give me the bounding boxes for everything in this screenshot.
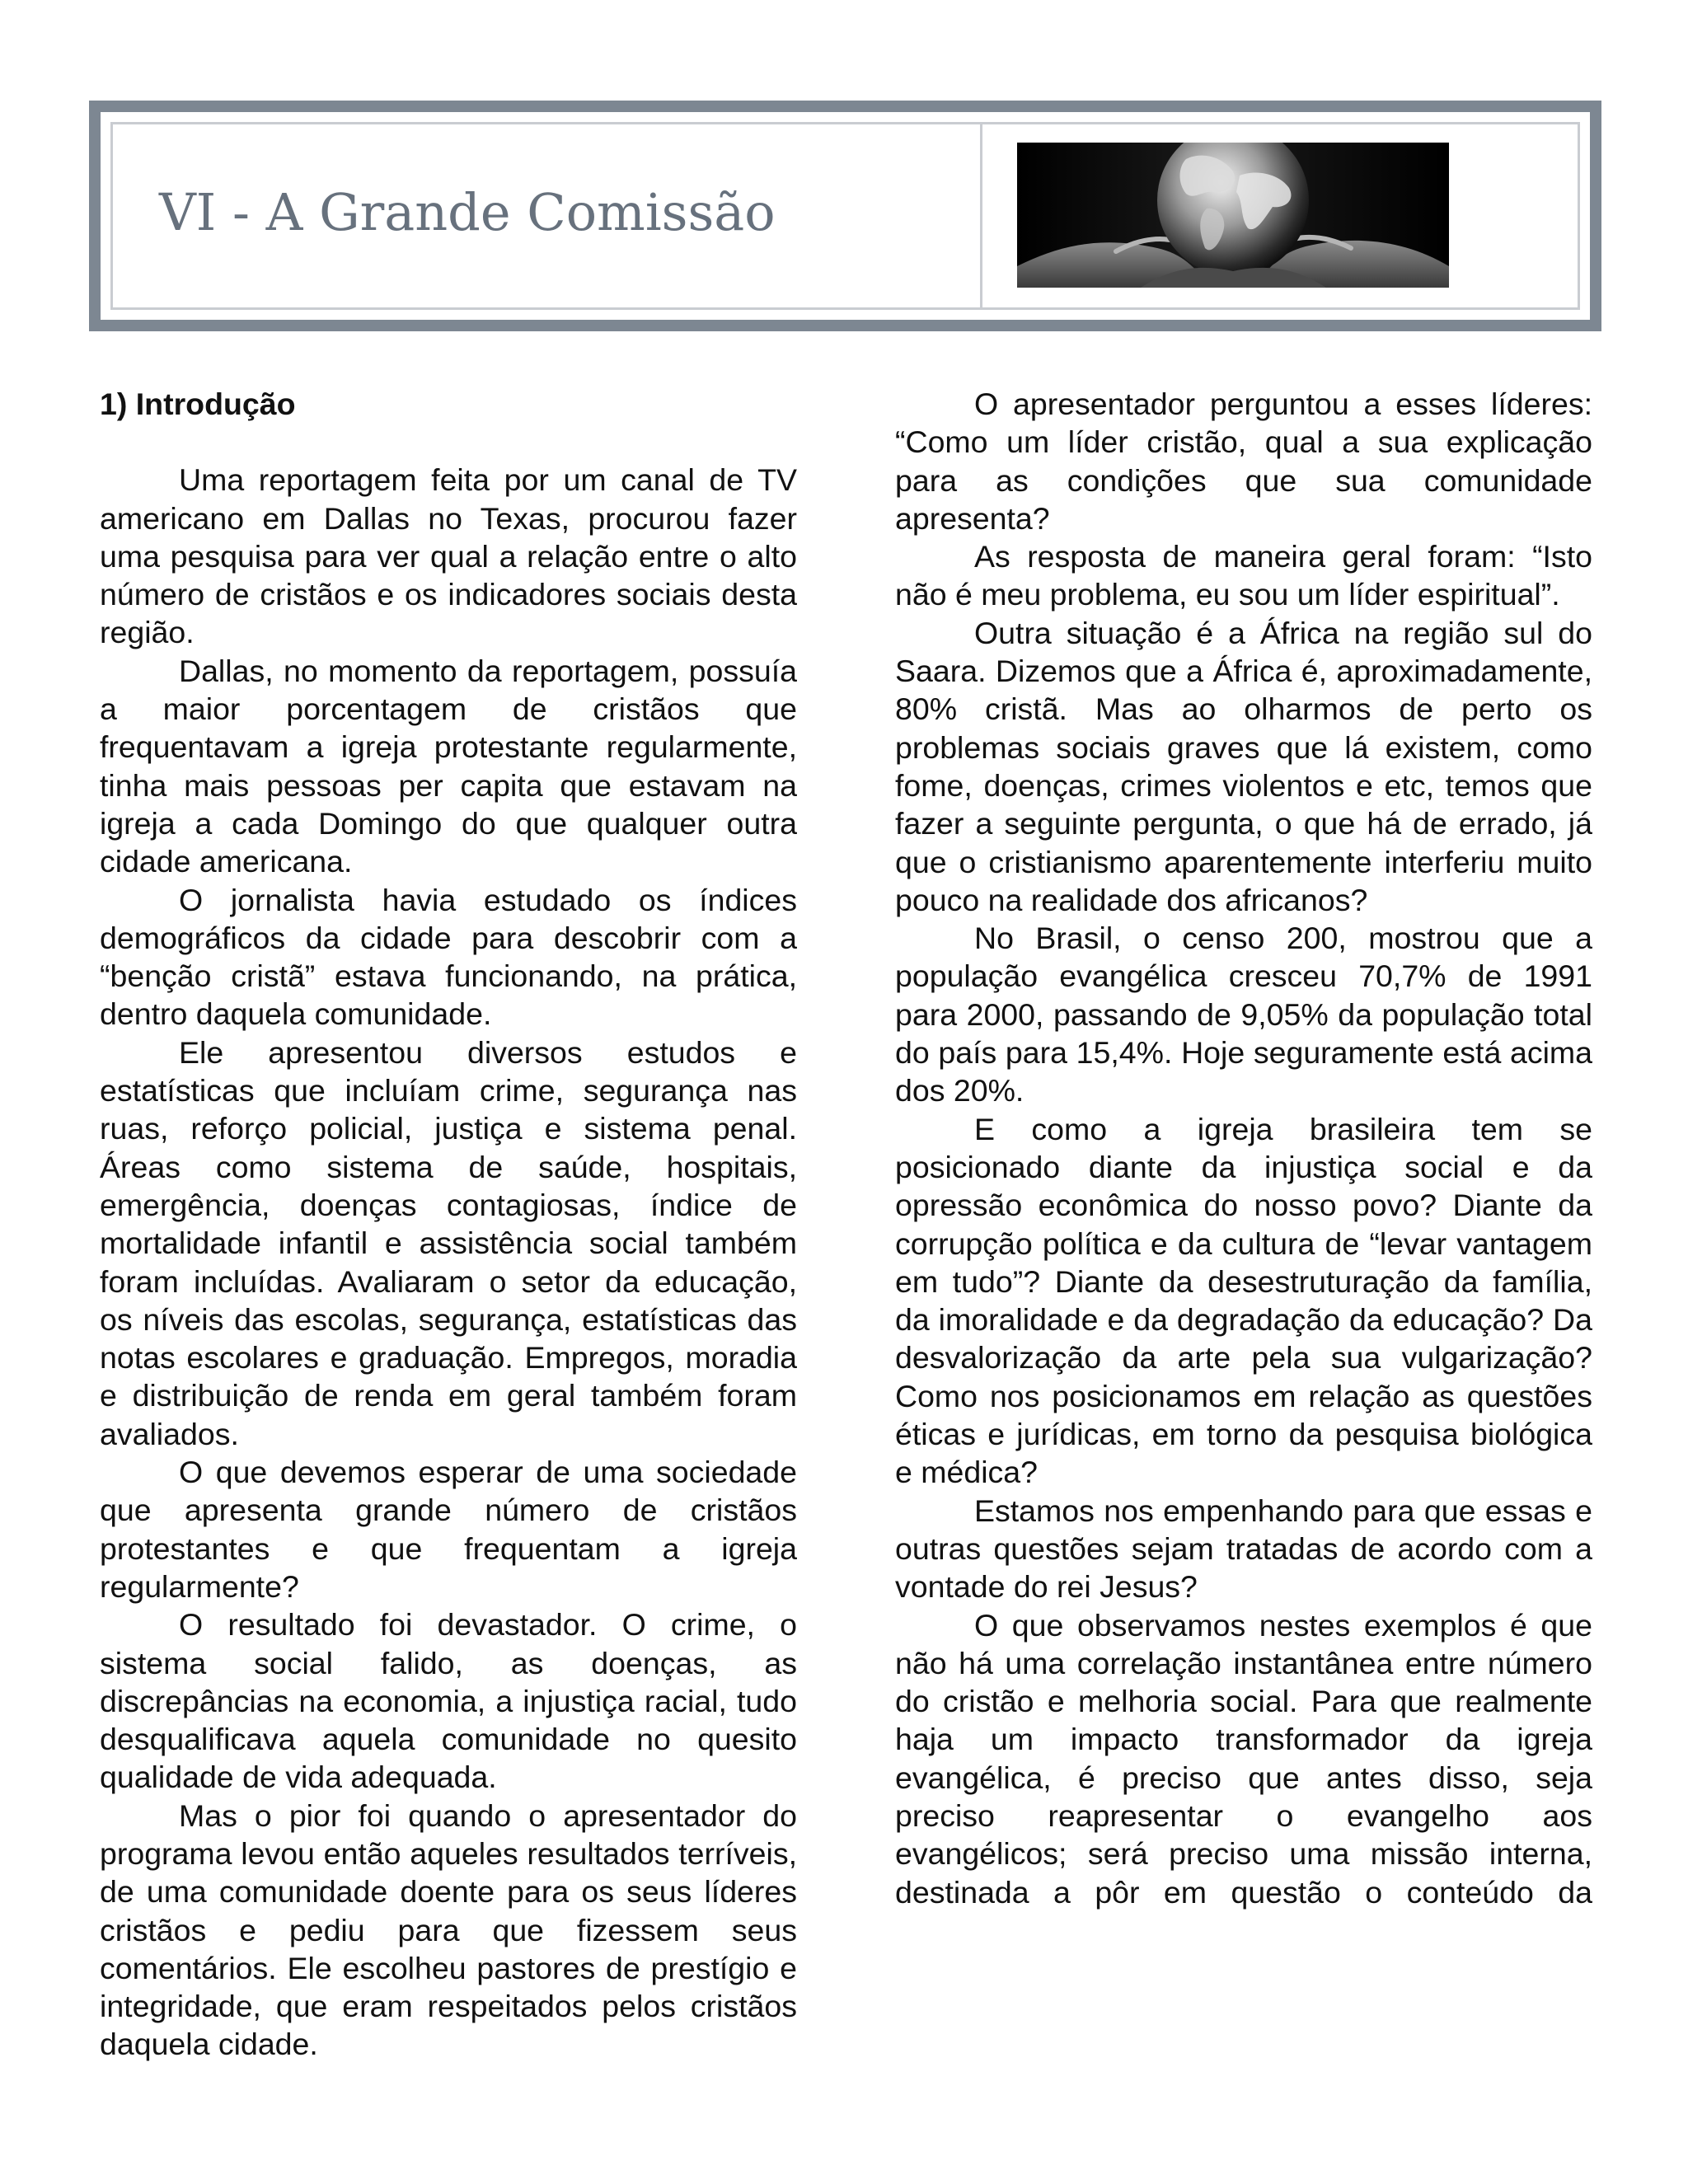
paragraph: Estamos nos empenhando para que essas e outras questões sejam tratadas de acordo com a vontade do rei Jesus? — [895, 1493, 1592, 1605]
paragraph: O resultado foi devastador. O crime, o sistema social falido, as doenças, as discrepâncias na economia, a injustiça racial, tudo desqualificava aquela comunidade no quesito qualidade de vida adequada. — [100, 1607, 797, 1795]
paragraph: O apresentador perguntou a esses líderes: “Como um líder cristão, qual a sua explicação para as condições que sua comunidade apresenta? — [895, 387, 1592, 536]
paragraph: O jornalista havia estudado os índices demográficos da cidade para descobrir com a “benção cristã” estava funcionando, na prática, dentro daquela comunidade. — [100, 882, 797, 1032]
paragraph: Mas o pior foi quando o apresentador do programa levou então aqueles resultados terríveis, de uma comunidade doente para os seus líderes cristãos e pediu para que fizessem seus comentários. Ele escolheu pastores de prestígio e integridade, que eram respeitados pelos cristãos daquela cidade. — [100, 1797, 797, 2062]
paragraph: O que devemos esperar de uma sociedade que apresenta grande número de cristãos protestantes e que frequentam a igreja regularmente? — [100, 1455, 797, 1604]
paragraph: Uma reportagem feita por um canal de TV americano em Dallas no Texas, procurou fazer uma pesquisa para ver qual a relação entre o alto número de cristãos e os indicadores sociais desta região. — [100, 462, 797, 650]
paragraph: Ele apresentou diversos estudos e estatísticas que incluíam crime, segurança nas ruas, reforço policial, justiça e sistema penal. Áreas como sistema de saúde, hospitais, emergência, doenças contagiosas, índice de mortalidade infantil e assistência social também foram incluídas. Avaliaram o setor da educação, os níveis das escolas, segurança, estatísticas das notas escolares e graduação. Empregos, moradia e distribuição de renda em geral também foram avaliados. — [100, 1034, 797, 1451]
paragraph: E como a igreja brasileira tem se posicionado diante da injustiça social e da opressão econômica do nosso povo? Diante da corrupção política e da cultura de “levar vantagem em tudo”? Diante da desestruturação da família, da imoralidade e da degradação da educação? Da desvalorização da arte pela sua vulgarização? Como nos posicionamos em relação as questões éticas e jurídicas, em torno da pesquisa biológica e médica? — [895, 1111, 1592, 1490]
right-column — [895, 385, 1592, 1911]
paragraph: Dallas, no momento da reportagem, possuía a maior porcentagem de cristãos que frequentavam a igreja protestante regularmente, tinha mais pessoas per capita que estavam na igreja a cada Domingo do que qualquer outra cidade americana. — [100, 653, 797, 879]
paragraph: Outra situação é a África na região sul do Saara. Dizemos que a África é, aproximadamente, 80% cristã. Mas ao olharmos de perto os problemas sociais graves que lá existem, como fome, doenças, crimes violentos e etc, temos que fazer a seguinte pergunta, o que há de errado, já que o cristianismo aparentemente interferiu muito pouco na realidade dos africanos? — [895, 615, 1592, 917]
left-column — [100, 385, 797, 2064]
banner-inner-frame — [110, 122, 1580, 310]
paragraph-continued: O que observamos nestes exemplos é que não há uma correlação instantânea entre número do cristão e melhoria social. Para que realmente haja um impacto transformador da igreja evangélica, é preciso que antes disso, seja preciso reapresentar o evangelho aos evangélicos; será preciso uma missão interna, destinada a pôr em questão o conteúdo da — [895, 1607, 1592, 1910]
paragraph: As resposta de maneira geral foram: “Isto não é meu problema, eu sou um líder espiritual”. — [895, 539, 1592, 612]
chapter-banner — [89, 101, 1601, 331]
chapter-title: VI - A Grande Comissão — [159, 182, 776, 242]
banner-divider — [980, 124, 982, 307]
globe-in-hands-image — [1017, 143, 1449, 288]
section-heading: 1) Introdução — [100, 387, 296, 421]
paragraph: No Brasil, o censo 200, mostrou que a população evangélica cresceu 70,7% de 1991 para 2000, passando de 9,05% da população total do país para 15,4%. Hoje seguramente está acima dos 20%. — [895, 921, 1592, 1108]
